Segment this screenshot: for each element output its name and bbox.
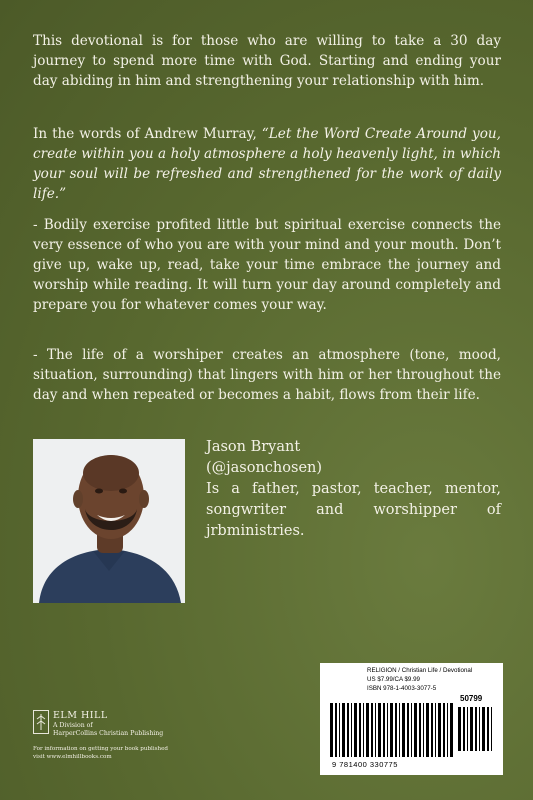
elm-hill-logo-icon <box>33 710 49 734</box>
division-line-1: A Division of <box>53 722 93 729</box>
barcode-category: RELIGION / Christian Life / Devotional <box>367 667 473 674</box>
publisher-info <box>33 746 168 761</box>
barcode-price-code: 50799 <box>460 694 483 703</box>
barcode-price: US $7.99/CA $9.99 <box>367 676 420 683</box>
exercise-paragraph: - Bodily exercise profited little but spiritual exercise connects the very essence of who you are with your mind and your mouth. Don’t give up, wake up, read, take your time embrace the journey and worship while reading. It will turn your day around completely and prepare you for whatever comes your way. <box>33 217 501 313</box>
quote-lead: In the words of Andrew Murray, <box>33 126 262 142</box>
author-handle: (@jasonchosen) <box>206 460 323 476</box>
barcode-panel <box>320 663 503 775</box>
worshiper-paragraph: - The life of a worshiper creates an atmosphere (tone, mood, situation, surrounding) that lingers with him or her throughout the day and when repeated or becomes a habit, flows from their life. <box>33 347 501 403</box>
barcode-isbn: ISBN 978-1-4003-3077-5 <box>367 685 437 692</box>
publisher-name: ELM HILL <box>53 710 108 721</box>
info-line-1: For information on getting your book published <box>33 746 168 752</box>
quote-paragraph <box>33 124 501 204</box>
price-barcode <box>458 707 496 753</box>
andrew-murray-quote: “Let the Word Create Around you, create within you a holy atmosphere a holy heavenly light, in which your soul will be refreshed and strengthened for the work of daily life.” <box>33 126 501 202</box>
author-photo <box>33 439 185 603</box>
author-bio <box>206 437 501 542</box>
barcode-number: 9 781400 330775 <box>332 760 398 769</box>
author-description: Is a father, pastor, teacher, mentor, songwriter and worshipper of jrbministries. <box>206 481 501 539</box>
publisher-division <box>53 722 163 737</box>
author-name: Jason Bryant <box>206 439 301 455</box>
info-line-2: visit www.elmhillbooks.com <box>33 753 112 760</box>
division-line-2: HarperCollins Christian Publishing <box>53 729 164 737</box>
isbn-barcode <box>330 703 454 759</box>
intro-paragraph: This devotional is for those who are willing to take a 30 day journey to spend more time with God. Starting and ending your day abiding in him and strengthening your relationship with him. <box>33 33 501 89</box>
